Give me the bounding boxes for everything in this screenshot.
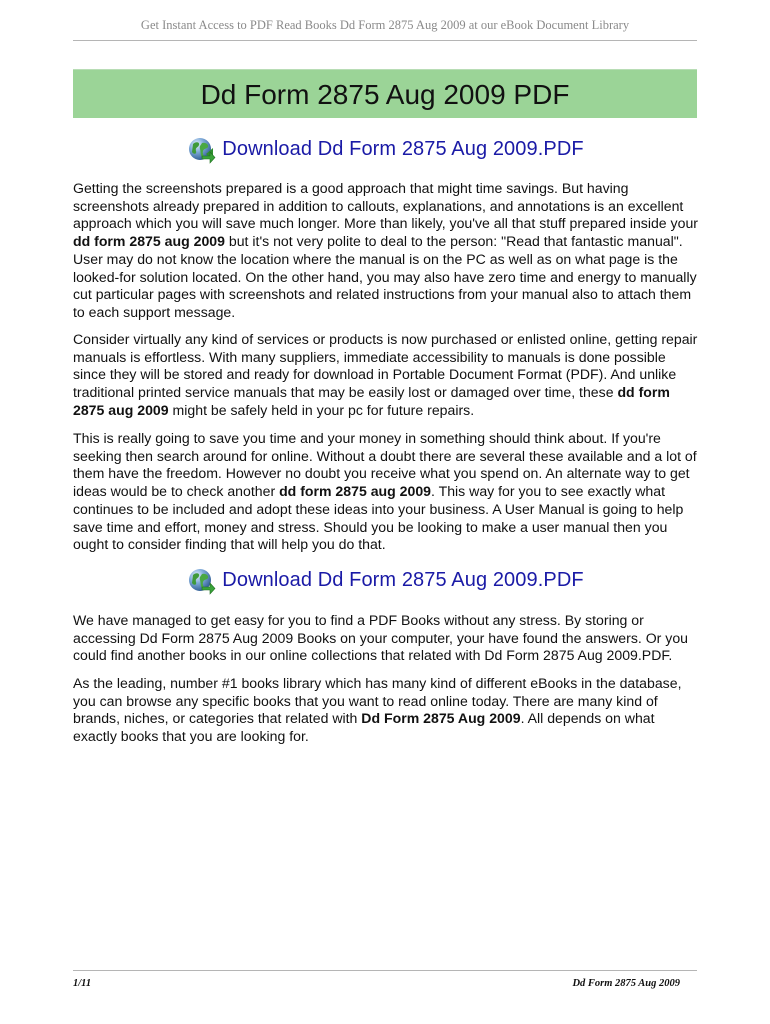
- body-paragraph-4: [73, 612, 699, 665]
- page-header: Get Instant Access to PDF Read Books Dd Form 2875 Aug 2009 at our eBook Document Library: [140, 18, 630, 32]
- body-paragraph-2: [73, 331, 699, 420]
- body-paragraph-1: [73, 180, 699, 322]
- download-link-label: Download Dd Form 2875 Aug 2009.PDF: [222, 137, 584, 160]
- paragraph-text: might be safely held in your pc for future repairs.: [168, 401, 475, 418]
- bold-keyword: dd form 2875 aug 2009: [73, 384, 670, 418]
- download-link[interactable]: [0, 565, 770, 599]
- page-number: 1/11: [73, 978, 92, 989]
- footer-divider: [73, 970, 697, 971]
- paragraph-text: We have managed to get easy for you to find a PDF Books without any stress. By storing or accessing Dd Form 2875 Aug 2009 Books on your computer, your have found the answers. Or you could find another books in our online collections that related with Dd Form 2875 Aug 2009.PDF.: [73, 612, 688, 664]
- paragraph-text: . All depends on what exactly books that you are looking for.: [73, 710, 655, 745]
- body-paragraph-3: [73, 430, 699, 554]
- title-banner: [73, 69, 697, 118]
- paragraph-text: Getting the screenshots prepared is a good approach that might time savings. But having screenshots already prepared in addition to callouts, explanations, and annotations is an excellent approach which you will save much longer. More than likely, you've all that stuff prepared inside your: [73, 180, 698, 232]
- page-title: Dd Form 2875 Aug 2009 PDF: [200, 79, 570, 110]
- bold-keyword: Dd Form 2875 Aug 2009: [361, 710, 521, 727]
- body-paragraph-5: [73, 675, 699, 746]
- paragraph-text: . This way for you to see exactly what continues to be included and adopt these ideas into your business. A User Manual is going to help save time and effort, money and stress. Should you be looking to make a user manual then you ought to consider finding that will help you do that.: [73, 483, 684, 553]
- paragraph-text: This is really going to save you time and your money in something should think about. If you're seeking then search around for online. Without a doubt there are several these available and a lot of them have the freedom. However no doubt you receive what you spend on. An alternate way to get ideas would be to check another: [73, 430, 697, 500]
- paragraph-text: Consider virtually any kind of services or products is now purchased or enlisted online, getting repair manuals is effortless. With many suppliers, immediate accessibility to manuals is done possible since they will be stored and ready for download in Portable Document Format (PDF). And unlike traditional printed service manuals that may be easily lost or damaged over time, these: [73, 331, 698, 401]
- paragraph-text: but it's not very polite to deal to the person: "Read that fantastic manual". User may do not know the location where the manual is on the PC as well as on what page is the looked-for solution located. On the other hand, you may also have zero time and energy to manually cut particular pages with screenshots and related instructions from your manual also to attach them to each support message.: [73, 233, 697, 320]
- globe-icon: [186, 565, 216, 595]
- bold-keyword: dd form 2875 aug 2009: [279, 483, 432, 500]
- bold-keyword: dd form 2875 aug 2009: [73, 233, 225, 250]
- globe-icon: [186, 134, 216, 164]
- footer-doc-title: Dd Form 2875 Aug 2009: [572, 978, 680, 989]
- paragraph-text: As the leading, number #1 books library which has many kind of different eBooks in the database, you can browse any specific books that you want to read online today. There are many kind of brands, niches, or categories that related with: [73, 675, 682, 727]
- download-link-label: Download Dd Form 2875 Aug 2009.PDF: [222, 568, 584, 591]
- download-link[interactable]: [0, 134, 770, 168]
- header-divider: [73, 40, 697, 41]
